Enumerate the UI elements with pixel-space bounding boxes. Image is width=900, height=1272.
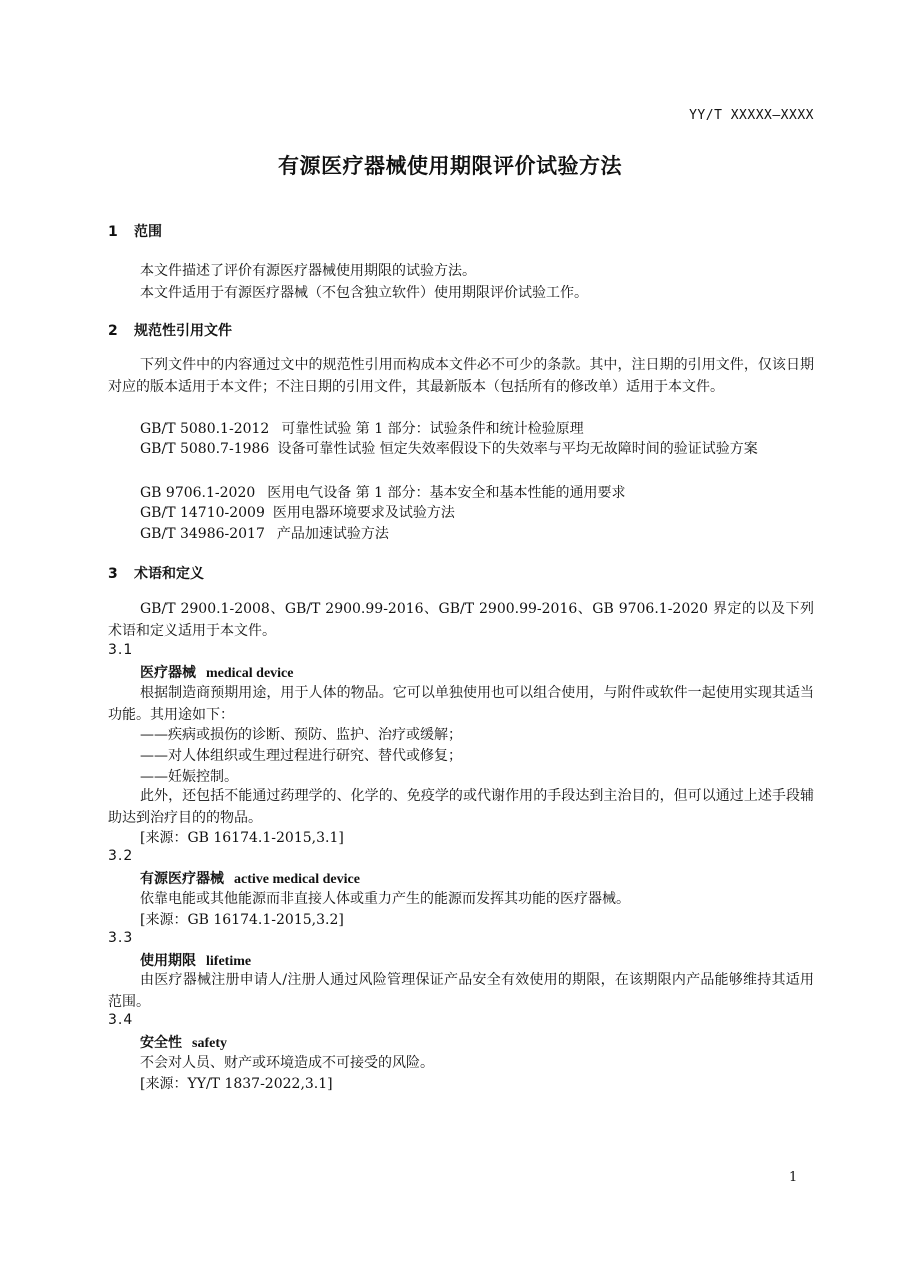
reference-title: 设备可靠性试验 恒定失效率假设下的失效率与平均无故障时间的验证试验方案 (277, 441, 758, 457)
reference-code: GB/T 34986-2017 (140, 526, 265, 542)
term-definition: 根据制造商预期用途，用于人体的物品。它可以单独使用也可以组合使用，与附件或软件一起使用实现其适当功能。其用途如下： (108, 685, 814, 723)
term-number: 3.3 (108, 930, 134, 946)
reference-code: GB/T 5080.7-1986 (140, 441, 270, 457)
term-zh: 有源医疗器械 (140, 871, 224, 887)
reference-title: 医用电气设备 第 1 部分：基本安全和基本性能的通用要求 (267, 485, 626, 501)
reference-title: 可靠性试验 第 1 部分：试验条件和统计检验原理 (281, 421, 584, 437)
standard-number: YY/T XXXXX—XXXX (689, 108, 814, 123)
term-zh: 使用期限 (140, 953, 196, 969)
section-number: 2 (108, 323, 118, 339)
reference-code: GB/T 14710-2009 (140, 505, 265, 521)
term-number: 3.4 (108, 1012, 134, 1028)
term-heading (140, 662, 293, 682)
reference-item (108, 438, 814, 460)
reference-item (140, 502, 455, 522)
section-1-heading (108, 221, 162, 241)
terms-intro: GB/T 2900.1-2008、GB/T 2900.99-2016、GB/T 2900.99-2016、GB 9706.1-2020 界定的以及下列术语和定义适用于本文件。 (108, 601, 814, 639)
list-item: ——妊娠控制。 (140, 769, 238, 785)
scope-line: 本文件适用于有源医疗器械（不包含独立软件）使用期限评价试验工作。 (140, 285, 588, 301)
list-item: ——对人体组织或生理过程进行研究、替代或修复； (140, 748, 462, 764)
section-number: 1 (108, 224, 118, 240)
term-note: 此外，还包括不能通过药理学的、化学的、免疫学的或代谢作用的手段达到主治目的，但可以通过上述手段辅助达到治疗目的的物品。 (108, 788, 814, 826)
term-en: medical device (206, 666, 294, 681)
term-number: 3.2 (108, 848, 134, 864)
term-zh: 安全性 (140, 1035, 182, 1051)
term-en: lifetime (206, 954, 252, 969)
list-item: ——疾病或损伤的诊断、预防、监护、治疗或缓解； (140, 727, 462, 743)
reference-item (140, 523, 389, 543)
term-definition: 依靠电能或其他能源而非直接人体或重力产生的能源而发挥其功能的医疗器械。 (140, 891, 630, 907)
term-source: [来源：GB 16174.1-2015,3.1] (140, 830, 344, 846)
term-heading (140, 868, 360, 888)
scope-line: 本文件描述了评价有源医疗器械使用期限的试验方法。 (140, 263, 476, 279)
term-source: [来源：GB 16174.1-2015,3.2] (140, 912, 344, 928)
term-en: active medical device (234, 872, 360, 887)
references-intro: 下列文件中的内容通过文中的规范性引用而构成本文件必不可少的条款。其中，注日期的引用文件，仅该日期对应的版本适用于本文件；不注日期的引用文件，其最新版本（包括所有的修改单）适用于本文件。 (108, 357, 814, 395)
term-definition: 不会对人员、财产或环境造成不可接受的风险。 (140, 1055, 434, 1071)
reference-title: 产品加速试验方法 (276, 526, 389, 542)
section-title: 规范性引用文件 (134, 323, 232, 339)
term-en: safety (192, 1036, 227, 1051)
term-heading (140, 1032, 227, 1052)
reference-item (140, 482, 626, 502)
term-definition: 由医疗器械注册申请人/注册人通过风险管理保证产品安全有效使用的期限，在该期限内产品能够维持其适用范围。 (108, 972, 814, 1010)
reference-title: 医用电器环境要求及试验方法 (272, 505, 455, 521)
term-zh: 医疗器械 (140, 665, 196, 681)
term-heading (140, 950, 251, 970)
term-source: [来源：YY/T 1837-2022,3.1] (140, 1076, 333, 1092)
section-3-heading (108, 563, 204, 583)
reference-code: GB 9706.1-2020 (140, 485, 256, 501)
section-title: 范围 (134, 224, 162, 240)
page-number: 1 (789, 1170, 798, 1185)
reference-item (140, 418, 584, 438)
reference-code: GB/T 5080.1-2012 (140, 421, 270, 437)
section-2-heading (108, 320, 232, 340)
document-title: 有源医疗器械使用期限评价试验方法 (278, 154, 622, 178)
term-number: 3.1 (108, 642, 134, 658)
section-title: 术语和定义 (134, 566, 204, 582)
section-number: 3 (108, 566, 118, 582)
